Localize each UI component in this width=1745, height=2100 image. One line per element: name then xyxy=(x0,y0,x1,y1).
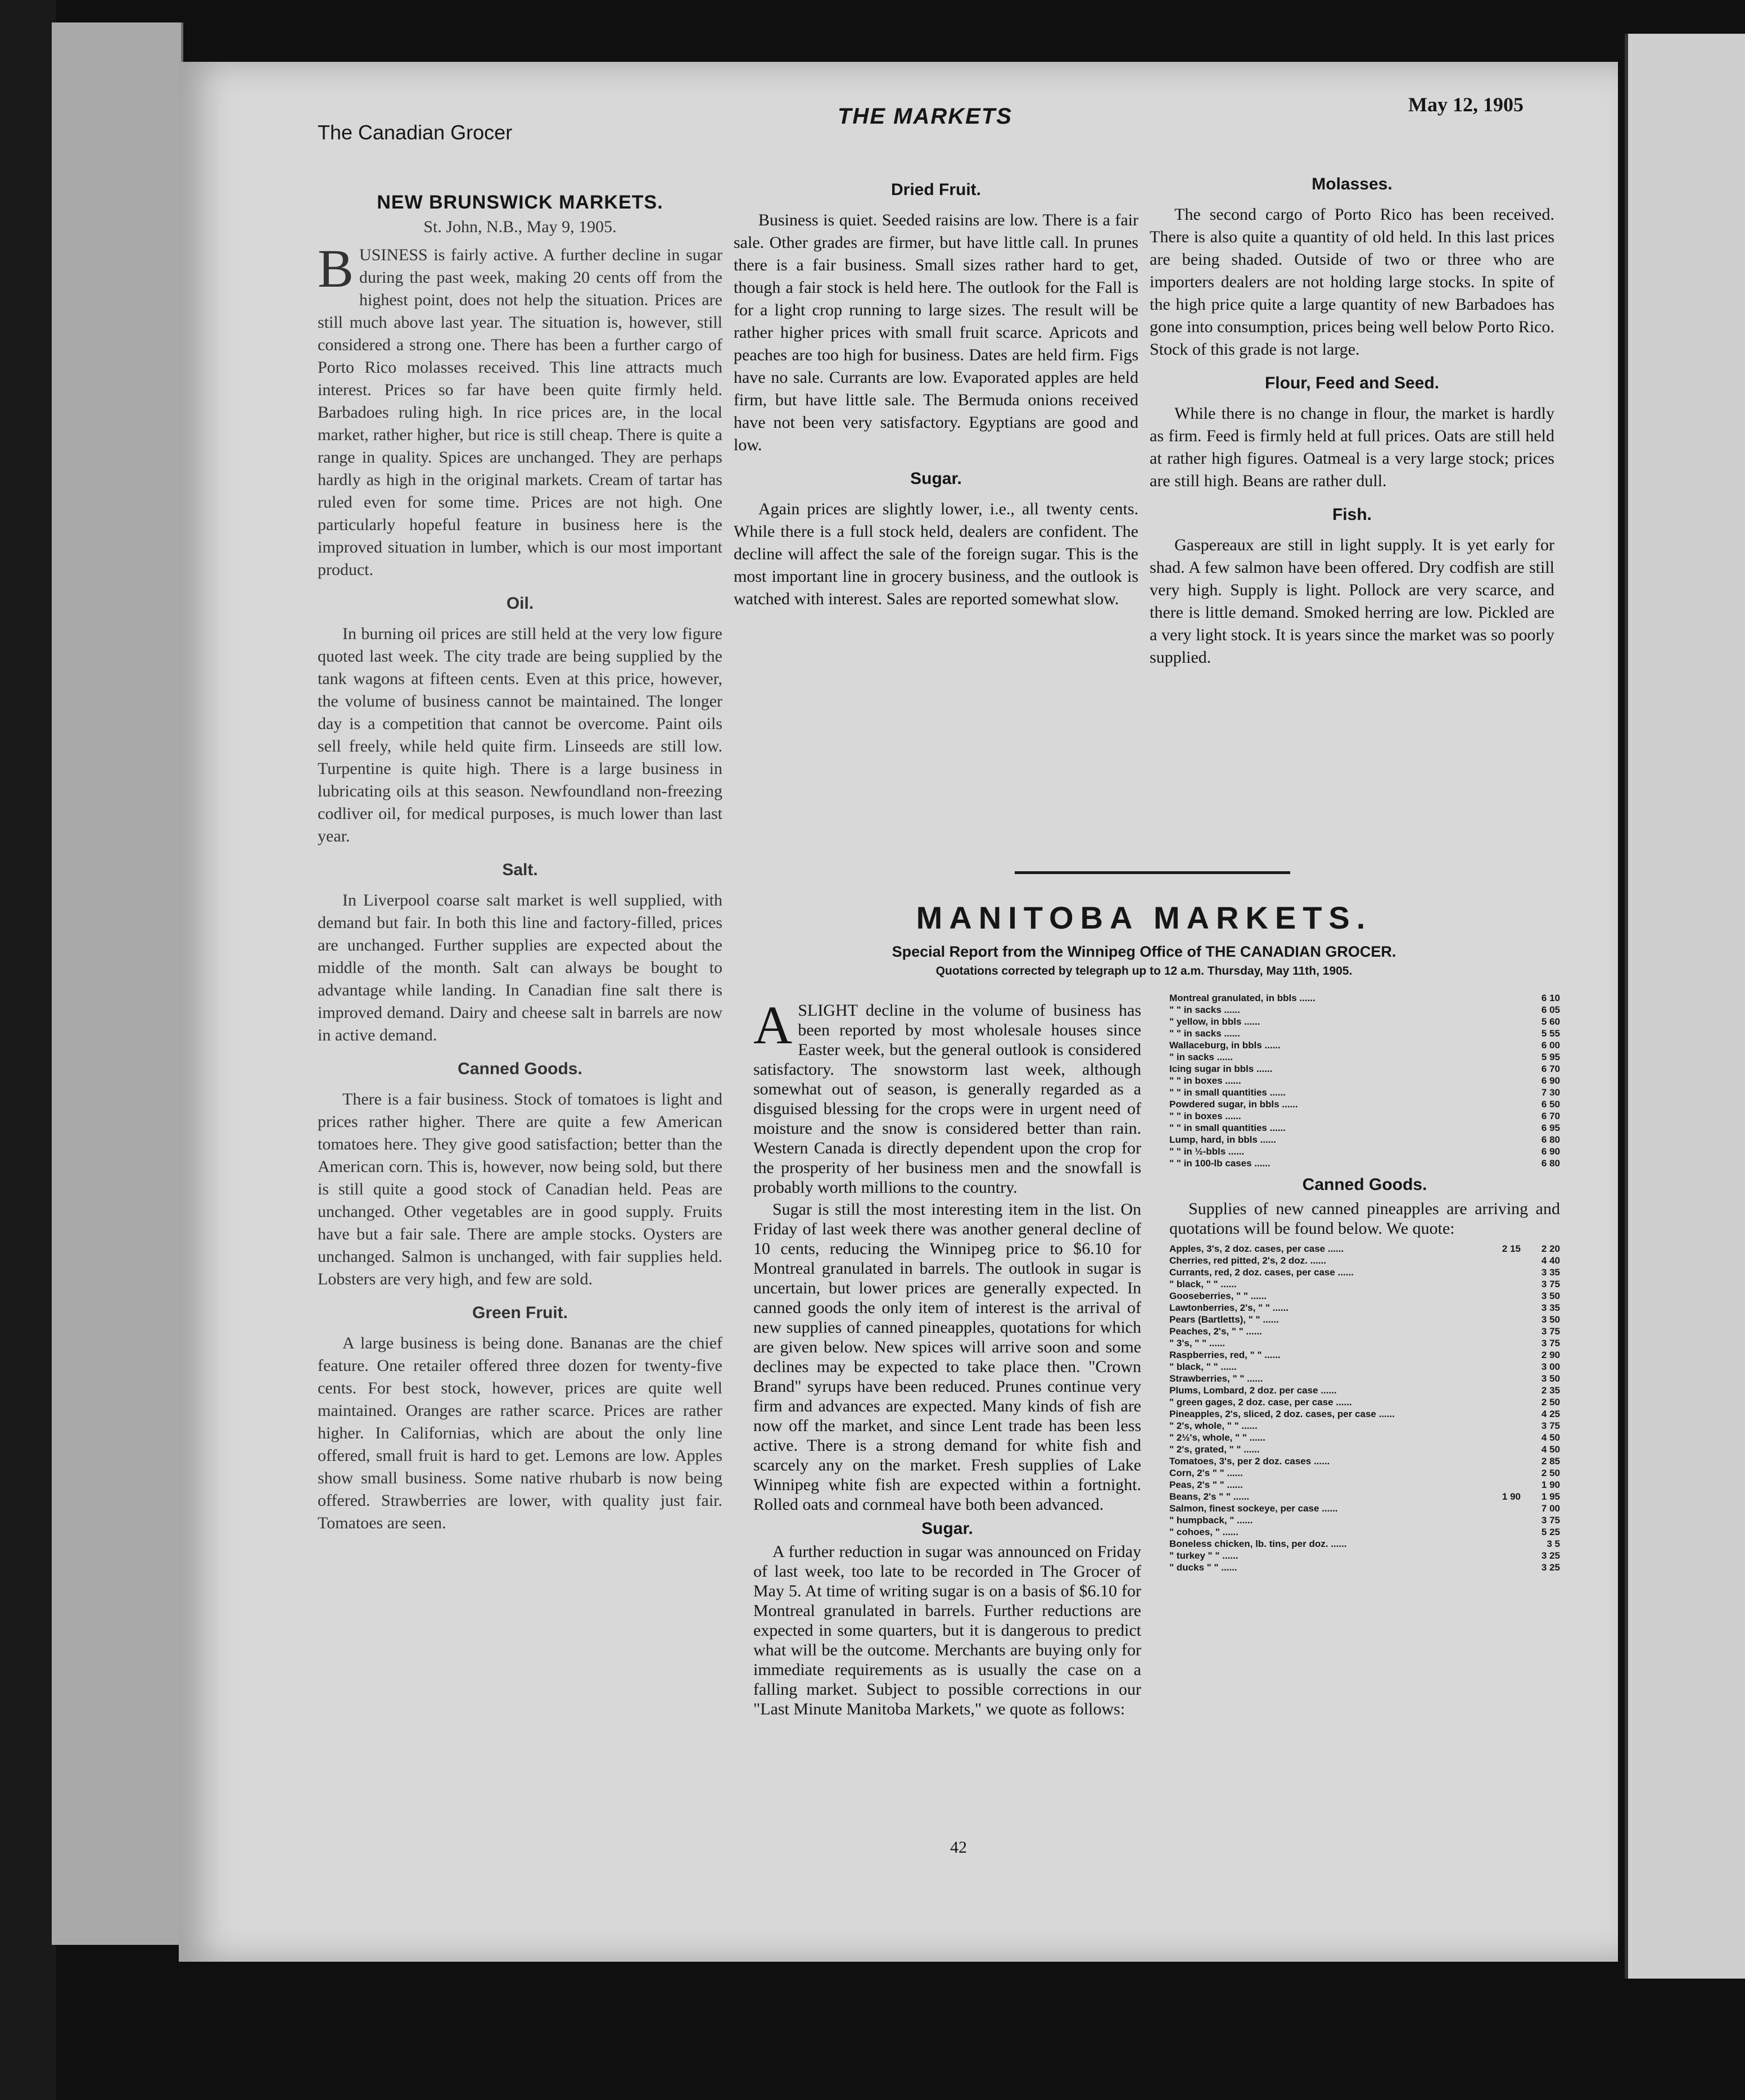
nb-dateline: St. John, N.B., May 9, 1905. xyxy=(423,218,617,236)
quote-item: Lump, hard, in bbls ...... xyxy=(1169,1134,1276,1145)
quote-row xyxy=(1169,1016,1560,1028)
quote-row xyxy=(1169,1432,1560,1443)
quote-price: 6 50 xyxy=(1541,1099,1560,1110)
quote-item: " ducks " " ...... xyxy=(1169,1562,1237,1573)
oil-heading: Oil. xyxy=(506,594,534,613)
issue-date: May 12, 1905 xyxy=(1408,93,1524,116)
quote-row xyxy=(1169,992,1560,1004)
quote-price: 6 70 xyxy=(1541,1063,1560,1074)
quote-price: 4 50 xyxy=(1541,1432,1560,1443)
quote-item: " green gages, 2 doz. case, per case ...... xyxy=(1169,1397,1352,1407)
molasses-heading: Molasses. xyxy=(1312,175,1393,193)
quote-item: " " in 100-lb cases ...... xyxy=(1169,1158,1271,1169)
quote-row xyxy=(1169,1526,1560,1538)
quote-item: " " in sacks ...... xyxy=(1169,1028,1240,1039)
canned-goods-heading: Canned Goods. xyxy=(458,1060,582,1078)
quote-row xyxy=(1169,1098,1560,1110)
manitoba-subtitle: Special Report from the Winnipeg Office of THE CANADIAN GROCER. xyxy=(892,943,1396,960)
quote-item: Peas, 2's " " ...... xyxy=(1169,1479,1243,1490)
quote-price: 3 50 xyxy=(1541,1291,1560,1301)
quote-row xyxy=(1169,1349,1560,1361)
quote-item: Icing sugar in bbls ...... xyxy=(1169,1063,1273,1074)
quote-price: 6 00 xyxy=(1541,1040,1560,1051)
quote-row xyxy=(1169,1290,1560,1302)
quote-item: " " in boxes ...... xyxy=(1169,1075,1241,1086)
quote-item: " black, " " ...... xyxy=(1169,1279,1237,1289)
quote-low xyxy=(1481,1467,1521,1479)
quote-row xyxy=(1169,1337,1560,1349)
quote-item: Beans, 2's " " ...... xyxy=(1169,1491,1250,1502)
quote-item: Powdered sugar, in bbls ...... xyxy=(1169,1099,1298,1110)
quote-price: 3 50 xyxy=(1541,1314,1560,1325)
drop-cap: B xyxy=(318,238,354,298)
quote-item: Currants, red, 2 doz. cases, per case ...... xyxy=(1169,1267,1354,1278)
quote-item: " 3's, " " ...... xyxy=(1169,1338,1226,1348)
quote-row xyxy=(1169,1491,1560,1502)
quote-item: Apples, 3's, 2 doz. cases, per case ...... xyxy=(1169,1243,1344,1254)
quote-row xyxy=(1169,1538,1560,1550)
quote-price: 2 50 xyxy=(1541,1397,1560,1407)
manitoba-p3: A further reduction in sugar was announced on Friday of last week, too late to be recorded in The Grocer of May 5. At time of writing sugar is on a basis of $6.10 for Montreal granulated in barrels. Further reductions are expected in some quarters, but it is dangerous to predict what will be the outcome. Merchants are buying only for immediate requirements as is usually the case on a falling market. Subject to possible corrections in our "Last Minute Manitoba Markets," we quote as follows: xyxy=(753,1542,1141,1718)
quote-low xyxy=(1481,1384,1521,1396)
quote-price: 3 75 xyxy=(1541,1515,1560,1526)
quote-row xyxy=(1169,1028,1560,1039)
quote-price: 5 55 xyxy=(1541,1028,1560,1039)
quote-price: 3 25 xyxy=(1541,1562,1560,1573)
quote-item: " humpback, " ...... xyxy=(1169,1515,1253,1526)
quote-item: Lawtonberries, 2's, " " ...... xyxy=(1169,1302,1289,1313)
quote-item: " yellow, in bbls ...... xyxy=(1169,1016,1260,1027)
manitoba-canned-intro: Supplies of new canned pineapples are arriving and quotations will be found below. We quote: xyxy=(1169,1200,1560,1238)
quote-low xyxy=(1481,1562,1521,1573)
quote-row xyxy=(1169,1110,1560,1122)
quote-item: Tomatoes, 3's, per 2 doz. cases ...... xyxy=(1169,1456,1330,1467)
quote-price: 6 90 xyxy=(1541,1146,1560,1157)
green-fruit-text: A large business is being done. Bananas are the chief feature. One retailer offered three dozen for twenty-five cents. For best stock, however, prices are quite well maintained. Oranges are rather scarce. Prices are rather higher. In Californias, which are about the only line offered, small fruit is hard to get. Lemons are low. Apples show small business. Some native rhubarb is now being offered. Strawberries are lower, with quality just fair. Tomatoes are seen. xyxy=(318,1334,722,1532)
salt-text: In Liverpool coarse salt market is well supplied, with demand but fair. In both this line and factory-filled, prices are unchanged. Further supplies are expected about the middle of the month. Salt can always be bought to advantage while landing. In Canadian fine salt there is improved demand. Dairy and cheese salt in barrels are now in active demand. xyxy=(318,891,722,1044)
quote-price: 3 35 xyxy=(1541,1267,1560,1278)
quote-low: 2 15 xyxy=(1502,1243,1521,1254)
quote-price: 5 95 xyxy=(1541,1052,1560,1062)
quote-price: 6 70 xyxy=(1541,1111,1560,1121)
quote-row xyxy=(1169,1255,1560,1266)
quote-price: 2 50 xyxy=(1541,1468,1560,1478)
quote-row xyxy=(1169,1004,1560,1016)
manitoba-canned-heading: Canned Goods. xyxy=(1302,1175,1427,1194)
quote-item: Cherries, red pitted, 2's, 2 doz. ...... xyxy=(1169,1255,1326,1266)
quote-item: " in sacks ...... xyxy=(1169,1052,1233,1062)
quote-price: 3 35 xyxy=(1541,1302,1560,1313)
binding-edge xyxy=(52,22,183,1945)
flour-heading: Flour, Feed and Seed. xyxy=(1264,374,1440,392)
quote-item: " cohoes, " ...... xyxy=(1169,1527,1238,1537)
manitoba-p1 xyxy=(753,995,1141,1197)
quote-low: 1 90 xyxy=(1502,1491,1521,1502)
quote-row xyxy=(1169,1314,1560,1325)
quote-price: 3 75 xyxy=(1541,1338,1560,1348)
quote-low xyxy=(1481,1420,1521,1432)
quote-low xyxy=(1481,1502,1521,1514)
section-divider xyxy=(1015,871,1290,874)
canned-goods-text: There is a fair business. Stock of tomatoes is light and prices rather higher. There are quite a few American tomatoes here. They give good satisfaction; better than the American corn. This is, however, now being sold, but there is still quite a good stock of Canadian held. Peas are unchanged. Other vegetables are in good supply. Fruits have but a fair sale. There are ample stocks. Oysters are unchanged. Salmon is unchanged, with fair supplies held. Lobsters are very high, and few are sold. xyxy=(318,1090,722,1288)
dried-fruit-heading: Dried Fruit. xyxy=(890,180,981,199)
quote-row xyxy=(1169,1266,1560,1278)
column-1 xyxy=(318,185,722,1546)
dried-fruit-text: Business is quiet. Seeded raisins are low. There is a fair sale. Other grades are firmer, but have little call. In prunes there is a fair business. Small sizes rather hard to get, though a fair stock is held here. The outlook for the Fall is for a light crop running to large sizes. The result will be rather higher prices with small fruit scarce. Apricots and peaches are too high for business. Dates are held firm. Figs have no sale. Currants are low. Evaporated apples are held firm, but have little sale. The Bermuda onions received have not been very satisfactory. Egyptians are good and low. xyxy=(734,211,1138,454)
quote-price: 4 25 xyxy=(1541,1409,1560,1419)
manitoba-p2: Sugar is still the most interesting item in the list. On Friday of last week there was another general decline of 10 cents, reducing the Winnipeg price to $6.10 for Montreal granulated in barrels. The outlook in sugar is uncertain, but lower prices are generally expected. In canned goods the only item of interest is the arrival of new supplies of canned pineapples, quotations for which are given below. New spices will arrive soon and some declines may be expected to take place then. "Crown Brand" syrups have been reduced. Prunes continue very firm and advances are expected. Many kinds of fish are now off the market, and since Lent trade has been less active. There is a strong demand for white fish and scarcely any on the market. Fresh supplies of Lake Winnipeg white fish are expected within a fortnight. Rolled oats and cornmeal have both been advanced. xyxy=(753,1200,1141,1514)
quote-item: " 2½'s, whole, " " ...... xyxy=(1169,1432,1265,1443)
quote-row xyxy=(1169,1373,1560,1384)
quote-low xyxy=(1481,1255,1521,1266)
quote-row xyxy=(1169,1467,1560,1479)
quote-low xyxy=(1481,1396,1521,1408)
quote-row xyxy=(1169,1051,1560,1063)
quote-row xyxy=(1169,1122,1560,1134)
quote-item: " " in small quantities ...... xyxy=(1169,1087,1286,1098)
quote-row xyxy=(1169,1087,1560,1098)
quote-item: Pineapples, 2's, sliced, 2 doz. cases, per case ...... xyxy=(1169,1409,1395,1419)
quote-price: 4 50 xyxy=(1541,1444,1560,1455)
quote-row xyxy=(1169,1157,1560,1169)
column-2 xyxy=(734,169,1138,622)
quote-price: 6 90 xyxy=(1541,1075,1560,1086)
quote-price: 3 00 xyxy=(1541,1361,1560,1372)
quote-item: Raspberries, red, " " ...... xyxy=(1169,1350,1281,1360)
oil-text: In burning oil prices are still held at the very low figure quoted last week. The city trade are being supplied by the tank wagons at fifteen cents. Even at this price, however, the volume of business cannot be maintained. The longer day is a competition that cannot be overcome. Paint oils sell freely, while held quite firm. Linseeds are still low. Turpentine is quite high. There is a large business in lubricating oils at this season. Newfoundland non-freezing codliver oil, for medical purposes, is much lower than last year. xyxy=(318,624,722,845)
quote-row xyxy=(1169,1408,1560,1420)
quote-price: 2 35 xyxy=(1541,1385,1560,1396)
quote-item: Montreal granulated, in bbls ...... xyxy=(1169,993,1315,1003)
nb-intro xyxy=(318,238,722,581)
page-number: 42 xyxy=(950,1838,967,1857)
manitoba-p1-text: SLIGHT decline in the volume of business has been reported by most wholesale houses since Easter week, but the general outlook is considered satisfactory. The snowstorm last week, although somewhat out of season, is generally regarded as a disguised blessing for the crops were in urgent need of moisture and the snow is considered better than rain. Western Canada is directly dependent upon the crop for the prosperity of her business men and the snowfall is probably worth millions to the country. xyxy=(753,1001,1141,1197)
quote-item: Wallaceburg, in bbls ...... xyxy=(1169,1040,1281,1051)
quote-item: Pears (Bartletts), " " ...... xyxy=(1169,1314,1279,1325)
quote-item: " " in sacks ...... xyxy=(1169,1004,1240,1015)
quote-row xyxy=(1169,1384,1560,1396)
next-page-edge xyxy=(1625,34,1745,1979)
quote-low xyxy=(1481,1514,1521,1526)
nb-intro-text: USINESS is fairly active. A further decline in sugar during the past week, making 20 cents off from the highest point, does not help the situation. Prices are still much above last year. The situation is, however, still considered a strong one. There has been a further cargo of Porto Rico molasses received. This line attracts much interest. Prices so far have been quite firmly held. Barbadoes ruling high. In rice prices are, in the local market, rather higher, but rice is still cheap. There is quite a range in quality. Spices are unchanged. They are perhaps hardly as high in the original markets. Cream of tartar has ruled even for some time. Prices are not high. One particularly hopeful feature in business here is the improved situation in lumber, which is our most important product. xyxy=(318,246,722,579)
quote-row xyxy=(1169,1325,1560,1337)
quote-row xyxy=(1169,1302,1560,1314)
canned-quote-table xyxy=(1169,1243,1560,1573)
sugar-quote-table xyxy=(1169,992,1560,1169)
quote-price: 3 25 xyxy=(1541,1550,1560,1561)
quote-price: 1 95 xyxy=(1541,1491,1560,1502)
manitoba-sugar-heading: Sugar. xyxy=(921,1519,973,1538)
manitoba-column-2 xyxy=(1169,992,1560,1573)
green-fruit-heading: Green Fruit. xyxy=(472,1304,568,1322)
quote-price: 7 00 xyxy=(1541,1503,1560,1514)
quote-row xyxy=(1169,1146,1560,1157)
quote-row xyxy=(1169,1134,1560,1146)
sugar-text: Again prices are slightly lower, i.e., all twenty cents. While there is a full stock held, dealers are confident. The decline will affect the sale of the foreign sugar. This is the most important line in grocery business, and the outlook is watched with interest. Sales are reported somewhat slow. xyxy=(734,500,1138,608)
quote-item: " " in boxes ...... xyxy=(1169,1111,1241,1121)
quote-low xyxy=(1481,1302,1521,1314)
quote-price: 3 75 xyxy=(1541,1326,1560,1337)
quote-item: Gooseberries, " " ...... xyxy=(1169,1291,1267,1301)
quote-low xyxy=(1481,1550,1521,1562)
quote-item: " " in ½-bbls ...... xyxy=(1169,1146,1245,1157)
quote-low xyxy=(1481,1325,1521,1337)
quote-row xyxy=(1169,1502,1560,1514)
quote-item: Boneless chicken, lb. tins, per doz. ...... xyxy=(1169,1538,1347,1549)
quote-item: " " in small quantities ...... xyxy=(1169,1123,1286,1133)
quote-price: 2 85 xyxy=(1541,1456,1560,1467)
quote-low xyxy=(1481,1314,1521,1325)
publication-name: The Canadian Grocer xyxy=(318,121,513,144)
quote-low xyxy=(1481,1443,1521,1455)
quote-item: Salmon, finest sockeye, per case ...... xyxy=(1169,1503,1338,1514)
quote-low xyxy=(1481,1432,1521,1443)
quote-price: 1 90 xyxy=(1541,1479,1560,1490)
molasses-text: The second cargo of Porto Rico has been received. There is also quite a quantity of old held. In this last prices are being shaded. Outside of two or three who are importers dealers are not holding large stocks. In spite of the high price quite a large quantity of new Barbadoes has gone into consumption, prices being well below Porto Rico. Stock of this grade is not large. xyxy=(1150,205,1554,359)
quote-low xyxy=(1481,1538,1521,1550)
manitoba-title: MANITOBA MARKETS. xyxy=(916,900,1372,935)
fish-heading: Fish. xyxy=(1332,505,1372,524)
quote-low xyxy=(1481,1455,1521,1467)
flour-text: While there is no change in flour, the market is hardly as firm. Feed is firmly held at full prices. Oats are still held at rather high figures. Oatmeal is a very large stock; prices are still high. Beans are rather dull. xyxy=(1150,404,1554,490)
quote-row xyxy=(1169,1361,1560,1373)
quote-item: " black, " " ...... xyxy=(1169,1361,1237,1372)
quote-price: 3 5 xyxy=(1547,1538,1560,1549)
quote-row xyxy=(1169,1278,1560,1290)
quote-low xyxy=(1481,1526,1521,1538)
quote-row xyxy=(1169,1562,1560,1573)
quote-row xyxy=(1169,1455,1560,1467)
quote-row xyxy=(1169,1420,1560,1432)
salt-heading: Salt. xyxy=(502,861,538,879)
quote-low xyxy=(1481,1290,1521,1302)
quote-item: Plums, Lombard, 2 doz. per case ...... xyxy=(1169,1385,1337,1396)
quote-item: " turkey " " ...... xyxy=(1169,1550,1238,1561)
quote-low xyxy=(1481,1337,1521,1349)
quote-item: Strawberries, " " ...... xyxy=(1169,1373,1263,1384)
quote-low xyxy=(1481,1361,1521,1373)
quote-item: " 2's, whole, " " ...... xyxy=(1169,1420,1258,1431)
quote-price: 3 75 xyxy=(1541,1420,1560,1431)
quote-price: 5 25 xyxy=(1541,1527,1560,1537)
quote-price: 2 90 xyxy=(1541,1350,1560,1360)
section-title: THE MARKETS xyxy=(838,104,1012,129)
quote-low xyxy=(1481,1408,1521,1420)
drop-cap: A xyxy=(753,995,793,1055)
quote-low xyxy=(1481,1373,1521,1384)
book-spine-shadow xyxy=(0,0,56,2100)
quote-price: 6 95 xyxy=(1541,1123,1560,1133)
nb-title: NEW BRUNSWICK MARKETS. xyxy=(377,192,663,213)
quote-row xyxy=(1169,1514,1560,1526)
quote-row xyxy=(1169,1063,1560,1075)
quote-price: 2 20 xyxy=(1541,1243,1560,1254)
sugar-heading: Sugar. xyxy=(910,469,962,488)
quote-row xyxy=(1169,1550,1560,1562)
quote-price: 6 80 xyxy=(1541,1158,1560,1169)
quote-price: 3 50 xyxy=(1541,1373,1560,1384)
quote-row xyxy=(1169,1039,1560,1051)
quote-item: " 2's, grated, " " ...... xyxy=(1169,1444,1260,1455)
quote-item: Peaches, 2's, " " ...... xyxy=(1169,1326,1262,1337)
quote-row xyxy=(1169,1443,1560,1455)
quote-low xyxy=(1481,1278,1521,1290)
quote-price: 4 40 xyxy=(1541,1255,1560,1266)
quote-row xyxy=(1169,1075,1560,1087)
column-3 xyxy=(1150,163,1554,680)
quote-price: 3 75 xyxy=(1541,1279,1560,1289)
quote-price: 6 80 xyxy=(1541,1134,1560,1145)
quote-low xyxy=(1481,1266,1521,1278)
quote-row xyxy=(1169,1243,1560,1255)
quote-row xyxy=(1169,1479,1560,1491)
manitoba-quotation-note: Quotations corrected by telegraph up to 12 a.m. Thursday, May 11th, 1905. xyxy=(935,965,1353,977)
quote-low xyxy=(1481,1479,1521,1491)
quote-price: 6 05 xyxy=(1541,1004,1560,1015)
quote-low xyxy=(1481,1349,1521,1361)
quote-price: 6 10 xyxy=(1541,993,1560,1003)
quote-price: 5 60 xyxy=(1541,1016,1560,1027)
fish-text: Gaspereaux are still in light supply. It is yet early for shad. A few salmon have been offered. Dry codfish are still very high. Supply is light. Pollock are very scarce, and there is little demand. Smoked herring are low. Pickled are a very light stock. It is years since the market was so poorly supplied. xyxy=(1150,536,1554,667)
quote-item: Corn, 2's " " ...... xyxy=(1169,1468,1243,1478)
quote-row xyxy=(1169,1396,1560,1408)
quote-price: 7 30 xyxy=(1541,1087,1560,1098)
manitoba-column-1 xyxy=(753,995,1141,1721)
